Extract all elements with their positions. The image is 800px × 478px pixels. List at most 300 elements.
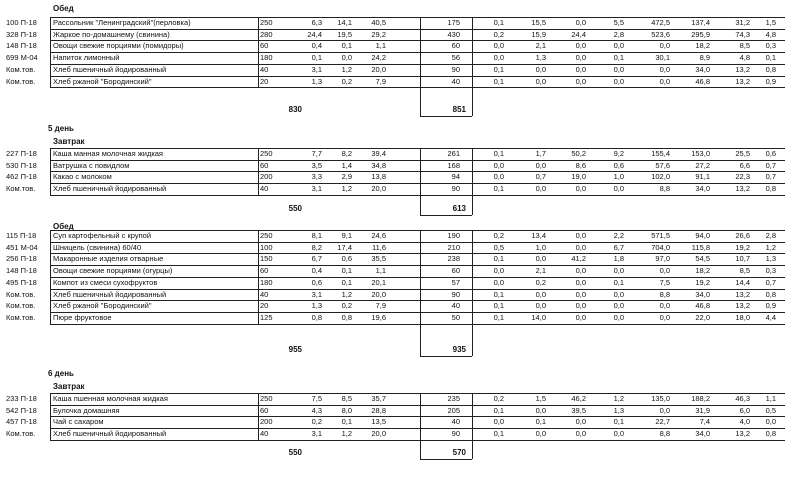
table-cell: 0,1 <box>493 64 504 74</box>
table-cell: 180 <box>260 53 273 63</box>
total-divider <box>420 324 421 356</box>
total-divider <box>472 324 473 356</box>
total-underline <box>420 215 472 216</box>
table-cell: 19,2 <box>695 277 710 287</box>
table-cell: 18,0 <box>735 312 750 322</box>
table-cell: 26,6 <box>735 231 750 240</box>
dish-name: Чай с сахаром <box>53 417 104 427</box>
table-cell: 0,1 <box>311 53 322 63</box>
table-cell: 6,0 <box>739 405 750 415</box>
table-cell: 13,2 <box>735 289 750 299</box>
recipe-code: 328 П-18 <box>6 29 37 39</box>
table-cell: 0,0 <box>535 160 546 170</box>
dish-name: Шницель (свинина) 60/40 <box>53 242 142 252</box>
table-cell: 20,0 <box>371 289 386 299</box>
table-cell: 523,6 <box>651 29 670 39</box>
table-cell: 0,8 <box>311 312 322 322</box>
table-cell: 0,8 <box>765 184 776 194</box>
meal-heading: Завтрак <box>53 382 85 391</box>
total-divider <box>420 195 421 215</box>
dish-name: Каша манная молочная жидкая <box>53 149 163 158</box>
table-cell: 0,2 <box>493 231 504 240</box>
table-cell: 19,0 <box>571 172 586 182</box>
table-cell: 261 <box>447 149 460 158</box>
dish-name: Хлеб пшеничный йодированный <box>53 64 167 74</box>
total-divider <box>420 87 421 116</box>
table-cell: 1,7 <box>535 149 546 158</box>
table-cell: 24,4 <box>571 29 586 39</box>
table-cell: 0,1 <box>765 53 776 63</box>
table-cell: 27,2 <box>695 160 710 170</box>
table-cell: 1,3 <box>535 53 546 63</box>
table-cell: 34,0 <box>695 64 710 74</box>
table-cell: 1,2 <box>341 64 352 74</box>
table-cell: 34,0 <box>695 289 710 299</box>
table-cell: 35,5 <box>371 254 386 264</box>
table-cell: 19,5 <box>337 29 352 39</box>
table-cell: 0,4 <box>311 41 322 51</box>
recipe-code: 227 П-18 <box>6 149 37 158</box>
table-cell: 25,5 <box>735 149 750 158</box>
table-cell: 34,8 <box>371 160 386 170</box>
table-cell: 50,2 <box>571 149 586 158</box>
table-cell: 0,1 <box>493 289 504 299</box>
table-row <box>0 52 800 64</box>
table-cell: 13,8 <box>371 172 386 182</box>
table-cell: 1,8 <box>613 254 624 264</box>
table-cell: 90 <box>451 64 460 74</box>
dish-name: Каша пшенная молочная жидкая <box>53 394 168 403</box>
table-cell: 0,0 <box>613 41 624 51</box>
table-cell: 0,7 <box>765 172 776 182</box>
table-cell: 8,2 <box>341 149 352 158</box>
table-cell: 14,1 <box>337 18 352 27</box>
table-cell: 10,7 <box>735 254 750 264</box>
table-cell: 0,5 <box>493 242 504 252</box>
recipe-code: 256 П-18 <box>6 254 37 264</box>
table-cell: 20,0 <box>371 64 386 74</box>
table-cell: 46,8 <box>695 76 710 86</box>
table-cell: 34,0 <box>695 184 710 194</box>
recipe-code: 495 П-18 <box>6 277 37 287</box>
table-cell: 115,8 <box>691 242 710 252</box>
table-cell: 60 <box>451 266 460 276</box>
table-cell: 18,2 <box>695 266 710 276</box>
recipe-code: 542 П-18 <box>6 405 37 415</box>
table-cell: 0,2 <box>493 394 504 403</box>
table-cell: 0,0 <box>535 76 546 86</box>
table-cell: 100 <box>260 242 273 252</box>
table-cell: 1,2 <box>341 289 352 299</box>
table-cell: 0,7 <box>535 172 546 182</box>
table-cell: 8,5 <box>739 41 750 51</box>
table-cell: 135,0 <box>651 394 670 403</box>
table-cell: 0,6 <box>341 254 352 264</box>
table-cell: 0,8 <box>341 312 352 322</box>
total-underline <box>420 459 472 460</box>
table-cell: 60 <box>260 405 269 415</box>
dish-name: Пюре фруктовое <box>53 312 112 322</box>
table-row <box>0 183 800 195</box>
table-cell: 40 <box>451 417 460 427</box>
table-cell: 20 <box>260 76 269 86</box>
table-cell: 1,5 <box>765 18 776 27</box>
table-row <box>0 148 800 160</box>
table-cell: 2,8 <box>613 29 624 39</box>
dish-name: Какао с молоком <box>53 172 112 182</box>
table-cell: 19,6 <box>371 312 386 322</box>
table-cell: 0,2 <box>535 277 546 287</box>
table-cell: 97,0 <box>655 254 670 264</box>
table-cell: 0,1 <box>493 149 504 158</box>
table-cell: 188,2 <box>691 394 710 403</box>
dish-name: Хлеб ржаной "Бородинский" <box>53 76 152 86</box>
table-cell: 1,1 <box>765 394 776 403</box>
table-cell: 1,3 <box>311 76 322 86</box>
table-cell: 7,9 <box>375 76 386 86</box>
table-cell: 41,2 <box>571 254 586 264</box>
table-cell: 0,0 <box>493 277 504 287</box>
total-divider <box>472 195 473 215</box>
table-cell: 200 <box>260 417 273 427</box>
table-cell: 22,0 <box>695 312 710 322</box>
recipe-code: 233 П-18 <box>6 394 37 403</box>
table-cell: 39,5 <box>571 405 586 415</box>
table-cell: 22,7 <box>655 417 670 427</box>
table-cell: 0,1 <box>341 41 352 51</box>
table-row <box>0 289 800 301</box>
table-cell: 0,0 <box>613 76 624 86</box>
table-cell: 14,4 <box>735 277 750 287</box>
table-cell: 155,4 <box>651 149 670 158</box>
table-cell: 39,4 <box>371 149 386 158</box>
total-divider <box>472 440 473 459</box>
recipe-code: 115 П-18 <box>6 231 37 240</box>
table-cell: 0,0 <box>575 41 586 51</box>
table-cell: 0,0 <box>613 312 624 322</box>
table-cell: 0,1 <box>493 18 504 27</box>
table-cell: 2,1 <box>535 266 546 276</box>
table-cell: 0,0 <box>341 53 352 63</box>
total-underline <box>420 356 472 357</box>
table-cell: 0,7 <box>765 160 776 170</box>
table-row <box>0 29 800 41</box>
table-cell: 46,3 <box>735 394 750 403</box>
table-cell: 13,2 <box>735 429 750 439</box>
recipe-code: 530 П-18 <box>6 160 37 170</box>
table-cell: 28,8 <box>371 405 386 415</box>
table-cell: 3,3 <box>311 172 322 182</box>
table-cell: 13,2 <box>735 301 750 311</box>
table-cell: 40 <box>260 429 269 439</box>
table-cell: 90 <box>451 184 460 194</box>
table-cell: 20,1 <box>371 277 386 287</box>
table-cell: 0,0 <box>493 417 504 427</box>
dish-name: Хлеб пшеничный йодированный <box>53 184 167 194</box>
table-cell: 34,0 <box>695 429 710 439</box>
total-kcal: 570 <box>452 448 466 457</box>
table-cell: 2,8 <box>765 231 776 240</box>
meal-heading: Завтрак <box>53 137 85 146</box>
recipe-code: 451 М-04 <box>6 242 38 252</box>
table-cell: 8,8 <box>659 289 670 299</box>
table-row <box>0 277 800 289</box>
table-cell: 1,3 <box>311 301 322 311</box>
table-cell: 0,1 <box>535 417 546 427</box>
table-cell: 2,1 <box>535 41 546 51</box>
table-cell: 0,2 <box>341 301 352 311</box>
table-cell: 13,4 <box>531 231 546 240</box>
table-cell: 0,0 <box>575 301 586 311</box>
dish-name: Макаронные изделия отварные <box>53 254 164 264</box>
table-cell: 0,9 <box>765 301 776 311</box>
table-cell: 4,3 <box>311 405 322 415</box>
recipe-code: Ком.тов. <box>6 64 36 74</box>
total-divider <box>472 87 473 116</box>
table-row <box>0 253 800 265</box>
table-row <box>0 230 800 242</box>
table-cell: 210 <box>447 242 460 252</box>
table-cell: 13,2 <box>735 184 750 194</box>
table-cell: 0,0 <box>575 76 586 86</box>
table-cell: 1,2 <box>341 184 352 194</box>
table-cell: 1,3 <box>765 254 776 264</box>
table-cell: 0,0 <box>493 160 504 170</box>
table-cell: 40 <box>260 184 269 194</box>
table-cell: 0,6 <box>613 160 624 170</box>
table-cell: 20 <box>260 301 269 311</box>
table-cell: 14,0 <box>531 312 546 322</box>
table-cell: 1,1 <box>375 41 386 51</box>
table-cell: 31,2 <box>735 18 750 27</box>
table-cell: 24,2 <box>371 53 386 63</box>
table-cell: 35,7 <box>371 394 386 403</box>
table-cell: 0,0 <box>765 417 776 427</box>
table-cell: 17,4 <box>337 242 352 252</box>
table-cell: 8,8 <box>659 429 670 439</box>
total-underline <box>420 116 472 117</box>
table-row <box>0 76 800 88</box>
table-cell: 74,3 <box>735 29 750 39</box>
table-cell: 0,0 <box>535 289 546 299</box>
meal-heading: Обед <box>53 4 74 13</box>
table-cell: 91,1 <box>695 172 710 182</box>
table-cell: 153,0 <box>691 149 710 158</box>
table-cell: 0,0 <box>575 289 586 299</box>
table-cell: 4,0 <box>739 417 750 427</box>
table-row <box>0 160 800 172</box>
table-cell: 1,2 <box>341 429 352 439</box>
table-row <box>0 242 800 254</box>
table-cell: 0,0 <box>613 301 624 311</box>
table-cell: 0,0 <box>575 53 586 63</box>
table-cell: 0,1 <box>613 417 624 427</box>
table-cell: 0,0 <box>575 429 586 439</box>
table-cell: 0,1 <box>493 184 504 194</box>
table-cell: 8,5 <box>739 266 750 276</box>
table-cell: 0,8 <box>765 64 776 74</box>
table-cell: 0,0 <box>535 184 546 194</box>
table-cell: 60 <box>260 41 269 51</box>
table-cell: 0,0 <box>659 405 670 415</box>
dish-name: Хлеб пшеничный йодированный <box>53 289 167 299</box>
total-weight: 955 <box>288 345 302 354</box>
dish-name: Компот из смеси сухофруктов <box>53 277 158 287</box>
table-cell: 150 <box>260 254 273 264</box>
table-cell: 3,1 <box>311 64 322 74</box>
table-cell: 40 <box>451 301 460 311</box>
table-row <box>0 171 800 183</box>
table-row <box>0 17 800 29</box>
table-cell: 0,0 <box>535 429 546 439</box>
recipe-code: Ком.тов. <box>6 429 36 439</box>
dish-name: Хлеб ржаной "Бородинский" <box>53 301 152 311</box>
total-weight: 830 <box>288 105 302 114</box>
table-cell: 250 <box>260 231 273 240</box>
table-cell: 0,1 <box>493 254 504 264</box>
table-cell: 8,9 <box>699 53 710 63</box>
table-cell: 11,6 <box>371 242 386 252</box>
table-cell: 7,7 <box>311 149 322 158</box>
table-cell: 8,0 <box>341 405 352 415</box>
table-cell: 0,0 <box>659 266 670 276</box>
table-row <box>0 405 800 417</box>
dish-name: Жаркое по-домашнему (свинина) <box>53 29 170 39</box>
table-cell: 15,5 <box>531 18 546 27</box>
table-cell: 0,5 <box>765 405 776 415</box>
table-cell: 7,5 <box>311 394 322 403</box>
table-cell: 6,6 <box>739 160 750 170</box>
table-cell: 57 <box>451 277 460 287</box>
table-cell: 0,0 <box>613 266 624 276</box>
table-cell: 1,0 <box>613 172 624 182</box>
table-cell: 90 <box>451 289 460 299</box>
table-cell: 6,3 <box>311 18 322 27</box>
dish-name: Хлеб пшеничный йодированный <box>53 429 167 439</box>
table-cell: 0,0 <box>575 64 586 74</box>
table-cell: 40 <box>451 76 460 86</box>
table-cell: 0,2 <box>341 76 352 86</box>
table-cell: 1,2 <box>765 242 776 252</box>
recipe-code: 462 П-18 <box>6 172 37 182</box>
table-cell: 0,2 <box>493 29 504 39</box>
table-cell: 3,5 <box>311 160 322 170</box>
table-cell: 8,2 <box>311 242 322 252</box>
table-row <box>0 416 800 428</box>
recipe-code: Ком.тов. <box>6 289 36 299</box>
table-cell: 40 <box>260 289 269 299</box>
table-cell: 430 <box>447 29 460 39</box>
table-cell: 40,5 <box>371 18 386 27</box>
table-cell: 0,0 <box>575 266 586 276</box>
table-cell: 60 <box>451 41 460 51</box>
table-cell: 235 <box>447 394 460 403</box>
table-row <box>0 40 800 52</box>
table-cell: 13,2 <box>735 64 750 74</box>
table-cell: 168 <box>447 160 460 170</box>
table-cell: 6,7 <box>613 242 624 252</box>
table-cell: 40 <box>260 64 269 74</box>
table-cell: 0,1 <box>493 312 504 322</box>
table-cell: 0,0 <box>535 301 546 311</box>
table-row <box>0 265 800 277</box>
table-row <box>0 393 800 405</box>
table-cell: 0,0 <box>613 64 624 74</box>
table-cell: 2,2 <box>613 231 624 240</box>
table-cell: 31,9 <box>695 405 710 415</box>
table-cell: 0,0 <box>535 405 546 415</box>
dish-name: Ватрушка с повидлом <box>53 160 130 170</box>
table-cell: 46,2 <box>571 394 586 403</box>
table-cell: 30,1 <box>655 53 670 63</box>
table-cell: 0,8 <box>765 429 776 439</box>
table-cell: 0,0 <box>659 76 670 86</box>
table-cell: 19,2 <box>735 242 750 252</box>
table-cell: 24,6 <box>371 231 386 240</box>
table-cell: 50 <box>451 312 460 322</box>
table-cell: 0,0 <box>575 184 586 194</box>
table-cell: 0,0 <box>493 53 504 63</box>
table-cell: 175 <box>447 18 460 27</box>
table-cell: 60 <box>260 160 269 170</box>
table-cell: 0,1 <box>493 301 504 311</box>
recipe-code: Ком.тов. <box>6 301 36 311</box>
table-cell: 7,4 <box>699 417 710 427</box>
table-cell: 1,4 <box>341 160 352 170</box>
table-cell: 0,1 <box>493 429 504 439</box>
table-cell: 90 <box>451 429 460 439</box>
dish-name: Овощи свежие порциями (огурцы) <box>53 266 173 276</box>
recipe-code: Ком.тов. <box>6 184 36 194</box>
table-cell: 8,8 <box>659 184 670 194</box>
total-weight: 550 <box>288 448 302 457</box>
table-cell: 1,2 <box>613 394 624 403</box>
table-cell: 0,0 <box>613 289 624 299</box>
table-cell: 0,4 <box>311 266 322 276</box>
table-cell: 0,1 <box>341 277 352 287</box>
table-cell: 0,0 <box>575 231 586 240</box>
recipe-code: 100 П-18 <box>6 18 37 27</box>
table-cell: 0,0 <box>535 64 546 74</box>
table-cell: 0,0 <box>493 172 504 182</box>
day-heading: 6 день <box>48 369 74 378</box>
table-cell: 0,1 <box>613 277 624 287</box>
table-cell: 250 <box>260 18 273 27</box>
recipe-code: 148 П-18 <box>6 266 37 276</box>
table-cell: 0,3 <box>765 41 776 51</box>
table-cell: 24,4 <box>307 29 322 39</box>
total-kcal: 935 <box>452 345 466 354</box>
table-cell: 0,0 <box>659 301 670 311</box>
table-cell: 0,9 <box>765 76 776 86</box>
recipe-code: 148 П-18 <box>6 41 37 51</box>
table-cell: 0,0 <box>575 277 586 287</box>
table-cell: 0,0 <box>613 184 624 194</box>
dish-name: Напиток лимонный <box>53 53 120 63</box>
table-cell: 20,0 <box>371 184 386 194</box>
table-cell: 7,9 <box>375 301 386 311</box>
table-cell: 29,2 <box>371 29 386 39</box>
table-cell: 0,6 <box>765 149 776 158</box>
table-cell: 18,2 <box>695 41 710 51</box>
table-cell: 0,2 <box>311 417 322 427</box>
meal-heading: Обед <box>53 222 74 231</box>
table-cell: 704,0 <box>651 242 670 252</box>
dish-name: Овощи свежие порциями (помидоры) <box>53 41 184 51</box>
table-cell: 0,0 <box>493 266 504 276</box>
table-cell: 0,7 <box>765 277 776 287</box>
table-cell: 0,6 <box>311 277 322 287</box>
